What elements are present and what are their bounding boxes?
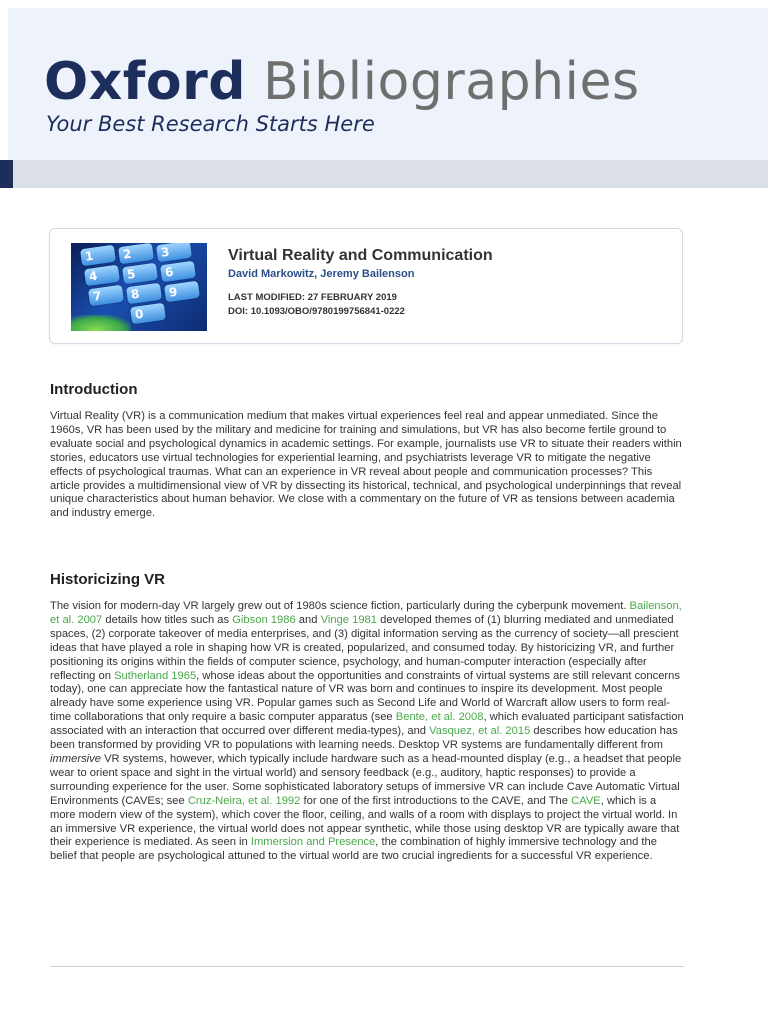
citation-link[interactable]: Gibson 1986 <box>232 613 296 626</box>
emphasis-text: immersive <box>50 752 101 765</box>
header-banner <box>8 8 768 160</box>
keypad-key: 9 <box>164 281 200 303</box>
section-divider <box>50 966 684 967</box>
citation-link[interactable]: Cruz-Neira, et al. 1992 <box>187 794 301 807</box>
keypad-key: 1 <box>80 245 116 267</box>
thumbnail-green-glow <box>71 315 131 331</box>
article-title: Virtual Reality and Communication <box>228 247 493 264</box>
nav-bar <box>0 160 768 188</box>
site-tagline: Your Best Research Starts Here <box>46 112 375 136</box>
paragraph-text: VR systems, however, which typically include hardware such as a head-mounted display (e.g., a headset that people wear to orient space and sight in the virtual world) and sensory feedback (e.g., auditory, haptic responses) to provide a surrounding experience for the user. Some sophisticated laboratory setups of immersive VR can include Cave Automatic Virtual Environments (CAVEs; see <box>50 752 682 807</box>
logo-bibliographies-text: Bibliographies <box>263 52 640 112</box>
last-modified: LAST MODIFIED: 27 FEBRUARY 2019 <box>228 292 397 303</box>
keypad-key: 7 <box>88 285 124 307</box>
historicizing-heading: Historicizing VR <box>50 571 166 588</box>
introduction-heading: Introduction <box>50 381 138 398</box>
keypad-key: 5 <box>122 263 158 285</box>
article-info-card <box>49 228 683 344</box>
keypad-key: 0 <box>130 303 166 325</box>
citation-link[interactable]: CAVE <box>571 794 601 807</box>
keypad-key: 4 <box>84 265 120 287</box>
doi: DOI: 10.1093/OBO/9780199756841-0222 <box>228 306 405 317</box>
nav-accent <box>0 160 13 188</box>
paragraph-text: The vision for modern-day VR largely grew out of 1980s science fiction, particularly during the cyberpunk movement. <box>50 600 630 612</box>
site-logo[interactable] <box>44 52 640 112</box>
citation-link[interactable]: Bailenson, et al. 2007 <box>50 600 682 626</box>
keypad-key: 2 <box>118 243 154 264</box>
paragraph-text: for one of the first introductions to the CAVE, and The <box>300 794 572 807</box>
paragraph-text: details how titles such as <box>102 613 233 626</box>
keypad-key: 8 <box>126 283 162 305</box>
keypad-key: 6 <box>160 261 196 283</box>
citation-link[interactable]: Vinge 1981 <box>320 613 377 626</box>
citation-link[interactable]: Immersion and Presence <box>250 836 376 849</box>
paragraph-text: and <box>295 613 321 626</box>
introduction-paragraph: Virtual Reality (VR) is a communication medium that makes virtual experiences feel real and appear unmediated. Since the 1960s, VR has been used by the military and medicine for training and simulations, but VR has also become fertile ground to evaluate social and psychological dynamics in academic settings. For example, journalists use VR to situate their readers within stories, educators use virtual technologies for experiential learning, and psychiatrists leverage VR to mitigate the negative effects of psychological traumas. What can an experience in VR reveal about people and communication processes? This article provides a multidimensional view of VR by dissecting its historical, technical, and psychological underpinnings that reveal unique characteristics about human behavior. We close with a commentary on the future of VR as tensions between academia and industry emerge. <box>50 410 682 520</box>
paragraph-text: , the combination of highly immersive technology and the belief that people are psychological attuned to the virtual world are two crucial ingredients for a successful VR experience. <box>50 836 657 863</box>
logo-oxford-text: Oxford <box>44 52 246 112</box>
citation-link[interactable]: Sutherland 1965 <box>114 669 197 682</box>
citation-link[interactable]: Bente, et al. 2008 <box>395 711 484 724</box>
paragraph-text: , which is a more modern view of the system), which cover the floor, ceiling, and walls of a room with displays to project the virtual world. In an immersive VR experience, the virtual world does not appear synthetic, while those using desktop VR are typically aware that their experience is mediated. As seen in <box>50 794 680 849</box>
paragraph-text: , which evaluated participant satisfaction associated with an interaction that occurred over different media-types), and <box>50 711 684 738</box>
paragraph-text: describes how education has been transformed by providing VR to populations with learning needs. Desktop VR systems are fundamentally different from <box>50 725 678 752</box>
paragraph-text: developed themes of (1) blurring mediated and unmediated spaces, (2) corporate takeover of media enterprises, and (3) digital information serving as the currency of society—all prescient ideas that have played a role in shaping how VR is created, popularized, and consumed today. By historicizing VR, and further positioning its origins within the fields of computer science, psychology, and human-computer interaction (especially after reflecting on <box>50 613 679 682</box>
keypad-key: 3 <box>156 243 192 262</box>
citation-link[interactable]: Vasquez, et al. 2015 <box>429 725 531 738</box>
keypad-thumbnail-image <box>71 243 207 331</box>
paragraph-text: , whose ideas about the opportunities and constraints of virtual systems are still relevant concerns today), one can appreciate how the fantastical nature of VR was born and continues to inspire its development. Most people already have some experience using VR. Popular games such as Second Life and World of Warcraft allow users to form real-time collaborations that only require a basic computer apparatus (see <box>50 669 680 724</box>
historicizing-paragraph <box>50 600 684 864</box>
article-authors[interactable]: David Markowitz, Jeremy Bailenson <box>228 268 415 280</box>
